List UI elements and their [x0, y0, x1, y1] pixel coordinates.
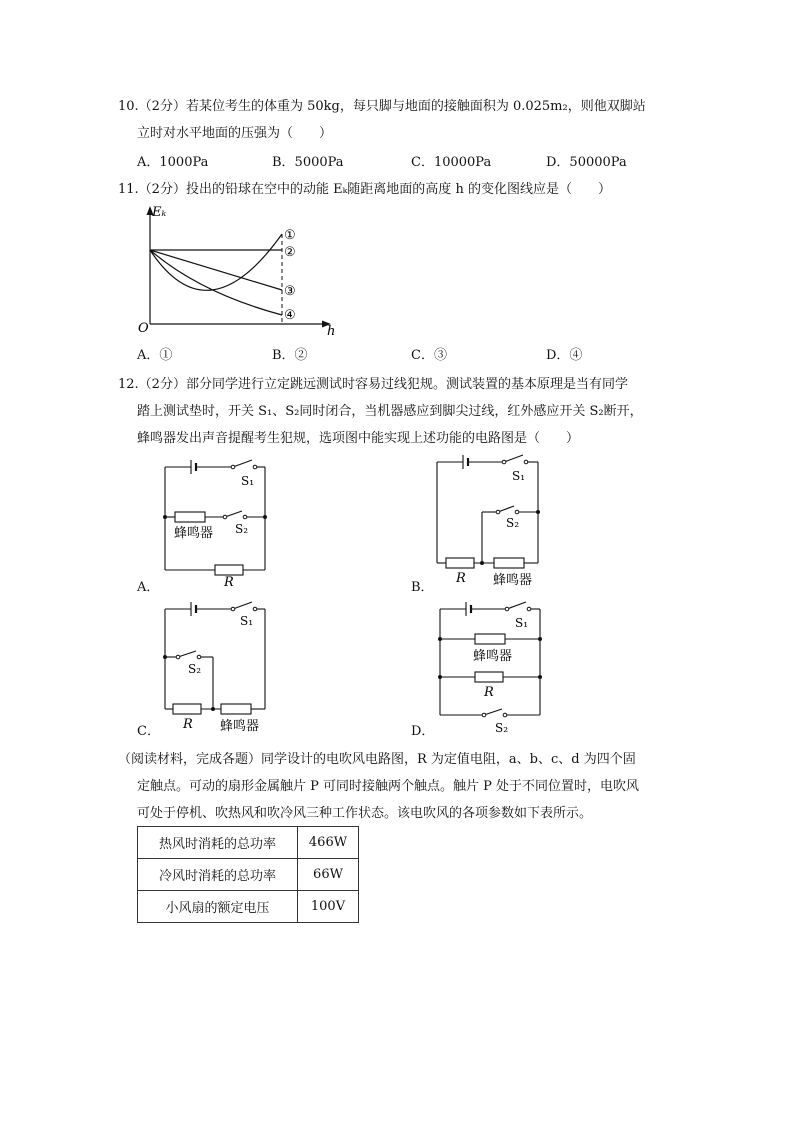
curve-label-3: ③ — [284, 284, 296, 299]
curve-3 — [150, 250, 282, 290]
table-cell: 小风扇的额定电压 — [138, 891, 298, 923]
circuit-d-s1-label: S₁ — [515, 616, 529, 630]
circuit-b-r-label: R — [456, 571, 466, 586]
circuit-a-s1-label: S₁ — [241, 474, 255, 488]
circuit-c-buzzer-label: 蜂鸣器 — [220, 719, 260, 734]
curve-label-1: ① — [284, 228, 296, 243]
q11-option-d: D．④ — [546, 348, 583, 363]
circuit-d — [435, 597, 550, 737]
q11-option-c: C．③ — [411, 348, 447, 363]
circuit-b-s1-label: S₁ — [512, 469, 526, 483]
circuit-b — [432, 450, 547, 590]
curve-4 — [150, 250, 282, 315]
table-row — [138, 827, 359, 859]
curve-label-4: ④ — [284, 308, 296, 323]
table-cell: 466W — [298, 827, 359, 859]
table-cell: 热风时消耗的总功率 — [138, 827, 298, 859]
q12-option-c: C． — [137, 724, 160, 739]
circuit-c-s2-label: S₂ — [188, 662, 202, 676]
q11-option-a: A．① — [137, 348, 173, 363]
circuit-d-buzzer-label: 蜂鸣器 — [473, 649, 513, 664]
q12-option-a: A． — [137, 580, 160, 595]
q12-option-d: D． — [411, 724, 435, 739]
circuit-b-buzzer-label: 蜂鸣器 — [493, 573, 533, 588]
q10-option-a: A．1000Pa — [137, 155, 209, 170]
curve-label-2: ② — [284, 245, 296, 260]
origin-label: O — [138, 321, 149, 336]
curve-1 — [150, 234, 282, 290]
q10-option-c: C．10000Pa — [411, 155, 492, 170]
reading-line1: （阅读材料，完成各题）同学设计的电吹风电路图，R 为定值电阻，a、b、c、d 为四个固 — [118, 752, 636, 767]
reading-line2: 定触点。可动的扇形金属触片 P 可同时接触两个触点。触片 P 处于不同位置时，电吹风 — [137, 779, 640, 794]
circuit-b-s2-label: S₂ — [506, 516, 520, 530]
q10-line1: 10.（2分）若某位考生的体重为 50kg，每只脚与地面的接触面积为 0.025m₂，则他双脚站 — [118, 99, 646, 114]
circuit-c — [160, 597, 275, 737]
q12-line2: 踏上测试垫时，开关 S₁、S₂同时闭合，当机器感应到脚尖过线，红外感应开关 S₂断开， — [137, 404, 643, 419]
q10-option-d: D．50000Pa — [546, 155, 627, 170]
q11-option-b: B．② — [272, 348, 308, 363]
table-row — [138, 891, 359, 923]
circuit-a-r-label: R — [224, 575, 234, 590]
circuit-c-s1-label: S₁ — [240, 614, 254, 628]
table-cell: 100V — [298, 891, 359, 923]
q10-option-b: B．5000Pa — [272, 155, 344, 170]
q12-line3: 蜂鸣器发出声音提醒考生犯规，选项图中能实现上述功能的电路图是（ ） — [137, 431, 580, 446]
x-axis-label: h — [327, 324, 336, 339]
ek-h-graph — [130, 198, 350, 343]
circuit-a — [160, 455, 275, 590]
q10-line2: 立时对水平地面的压强为（ ） — [137, 126, 333, 141]
table-cell: 66W — [298, 859, 359, 891]
circuit-a-buzzer-label: 蜂鸣器 — [174, 526, 214, 541]
table-row — [138, 859, 359, 891]
circuit-c-r-label: R — [183, 717, 193, 732]
q11-line1: 11.（2分）投出的铅球在空中的动能 Eₖ随距离地面的高度 h 的变化图线应是（ ） — [118, 182, 611, 197]
table-cell: 冷风时消耗的总功率 — [138, 859, 298, 891]
circuit-d-s2-label: S₂ — [495, 721, 509, 735]
circuit-a-s2-label: S₂ — [235, 522, 249, 536]
q12-option-b: B． — [411, 580, 434, 595]
reading-line3: 可处于停机、吹热风和吹冷风三种工作状态。该电吹风的各项参数如下表所示。 — [137, 806, 593, 821]
parameter-table — [137, 826, 359, 923]
q12-line1: 12.（2分）部分同学进行立定跳远测试时容易过线犯规。测试装置的基本原理是当有同学 — [118, 377, 628, 392]
circuit-d-r-label: R — [484, 685, 494, 700]
y-axis-label: Eₖ — [152, 205, 167, 220]
